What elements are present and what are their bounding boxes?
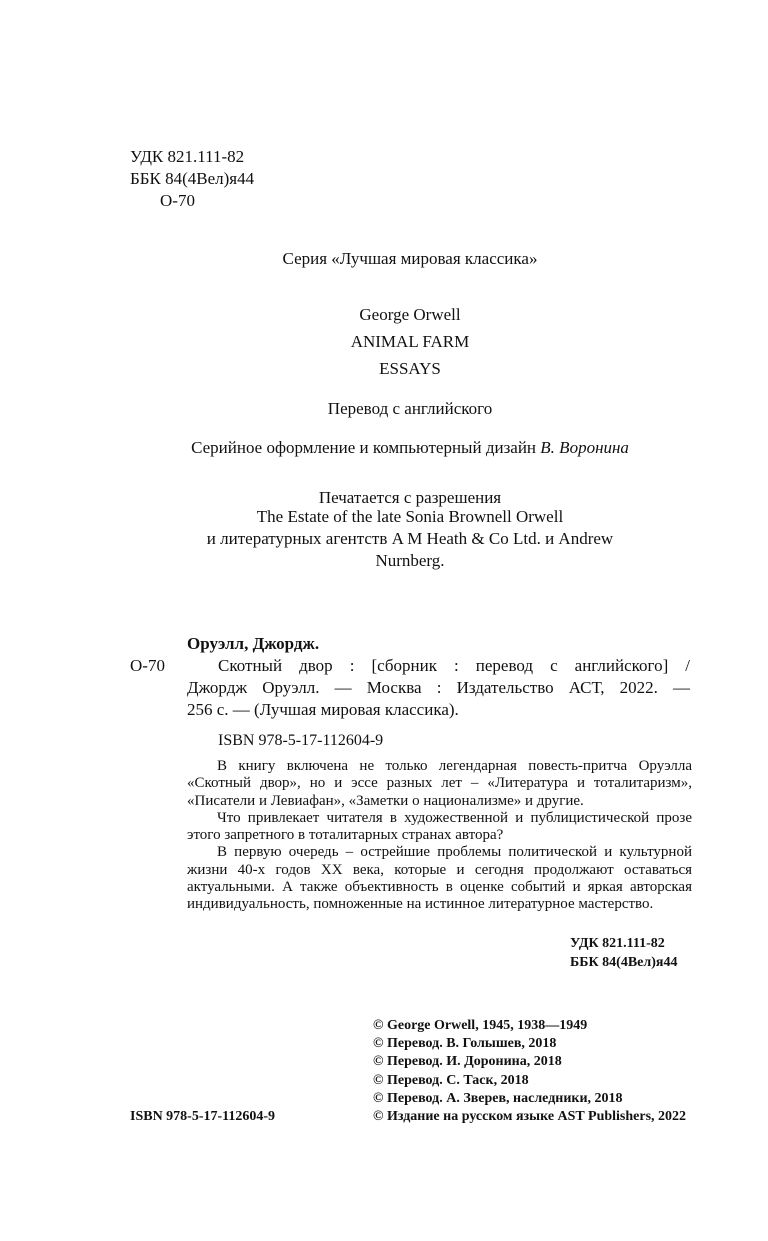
catalog-code: О-70 <box>130 656 165 675</box>
bottom-bbk: ББК 84(4Вел)я44 <box>570 955 678 970</box>
classification-block <box>130 146 254 212</box>
udk-code: УДК 821.111-82 <box>130 147 245 166</box>
permission-line-4: Nurnberg. <box>375 551 445 570</box>
catalog-line-2: Джордж Оруэлл. — Москва : Издательство АСТ, 2022. — <box>187 678 690 697</box>
design-note-text: Серийное оформление и компьютерный дизайн <box>191 438 541 457</box>
annotation-paragraph: В первую очередь – острейшие проблемы политической и культурной жизни 40-х годов XX века, которые и сегодня продолжают оставаться актуальными. А также объективность в оценке событий и яркая авторская индивидуальность, помноженные на истинное литературное мастерство. <box>187 844 692 913</box>
translation-note: Перевод с английского <box>327 399 493 418</box>
original-title: ANIMAL FARM <box>350 332 470 351</box>
author-mark: О-70 <box>160 191 195 210</box>
original-subtitle: ESSAYS <box>379 359 441 378</box>
catalog-line-1: Скотный двор : [сборник : перевод с английского] / <box>218 656 690 675</box>
bottom-classification <box>570 934 677 972</box>
copyright-line: © Перевод. И. Доронина, 2018 <box>373 1054 562 1070</box>
copyright-line: © George Orwell, 1945, 1938—1949 <box>373 1018 588 1033</box>
bbk-code: ББК 84(4Вел)я44 <box>130 169 255 188</box>
copyright-line: © Перевод. В. Голышев, 2018 <box>373 1036 557 1052</box>
bottom-isbn: ISBN 978-5-17-112604-9 <box>130 1109 276 1124</box>
designer-name: В. Воронина <box>540 438 629 457</box>
bottom-udk: УДК 821.111-82 <box>570 936 665 951</box>
original-author: George Orwell <box>359 305 461 324</box>
copyright-line: © Перевод. С. Таск, 2018 <box>373 1072 529 1088</box>
permission-line-3: и литературных агентств A M Heath & Co Ltd. и Andrew <box>206 529 614 548</box>
annotation-paragraph: В книгу включена не только легендарная повесть-притча Оруэлла «Скотный двор», но и эссе разных лет – «Литература и тоталитаризм», «Писатели и Левиафан», «Заметки о национализме» и другие. <box>187 758 692 809</box>
copyright-block <box>373 1017 686 1126</box>
annotation <box>187 758 692 914</box>
copyright-line: © Издание на русском языке AST Publishers, 2022 <box>373 1108 687 1124</box>
permission-line-1: Печатается с разрешения <box>318 488 502 507</box>
catalog-line-3: 256 с. — (Лучшая мировая классика). <box>187 700 459 719</box>
annotation-paragraph: Что привлекает читателя в художественной и публицистической прозе этого запретного в тоталитарных странах автора? <box>187 809 692 844</box>
design-note <box>100 437 720 459</box>
series-title: Серия «Лучшая мировая классика» <box>282 249 538 268</box>
catalog-heading: Оруэлл, Джордж. <box>187 634 320 653</box>
permission-line-2: The Estate of the late Sonia Brownell Orwell <box>256 507 564 526</box>
copyright-line: © Перевод. А. Зверев, наследники, 2018 <box>373 1090 623 1106</box>
catalog-isbn: ISBN 978-5-17-112604-9 <box>218 732 384 749</box>
